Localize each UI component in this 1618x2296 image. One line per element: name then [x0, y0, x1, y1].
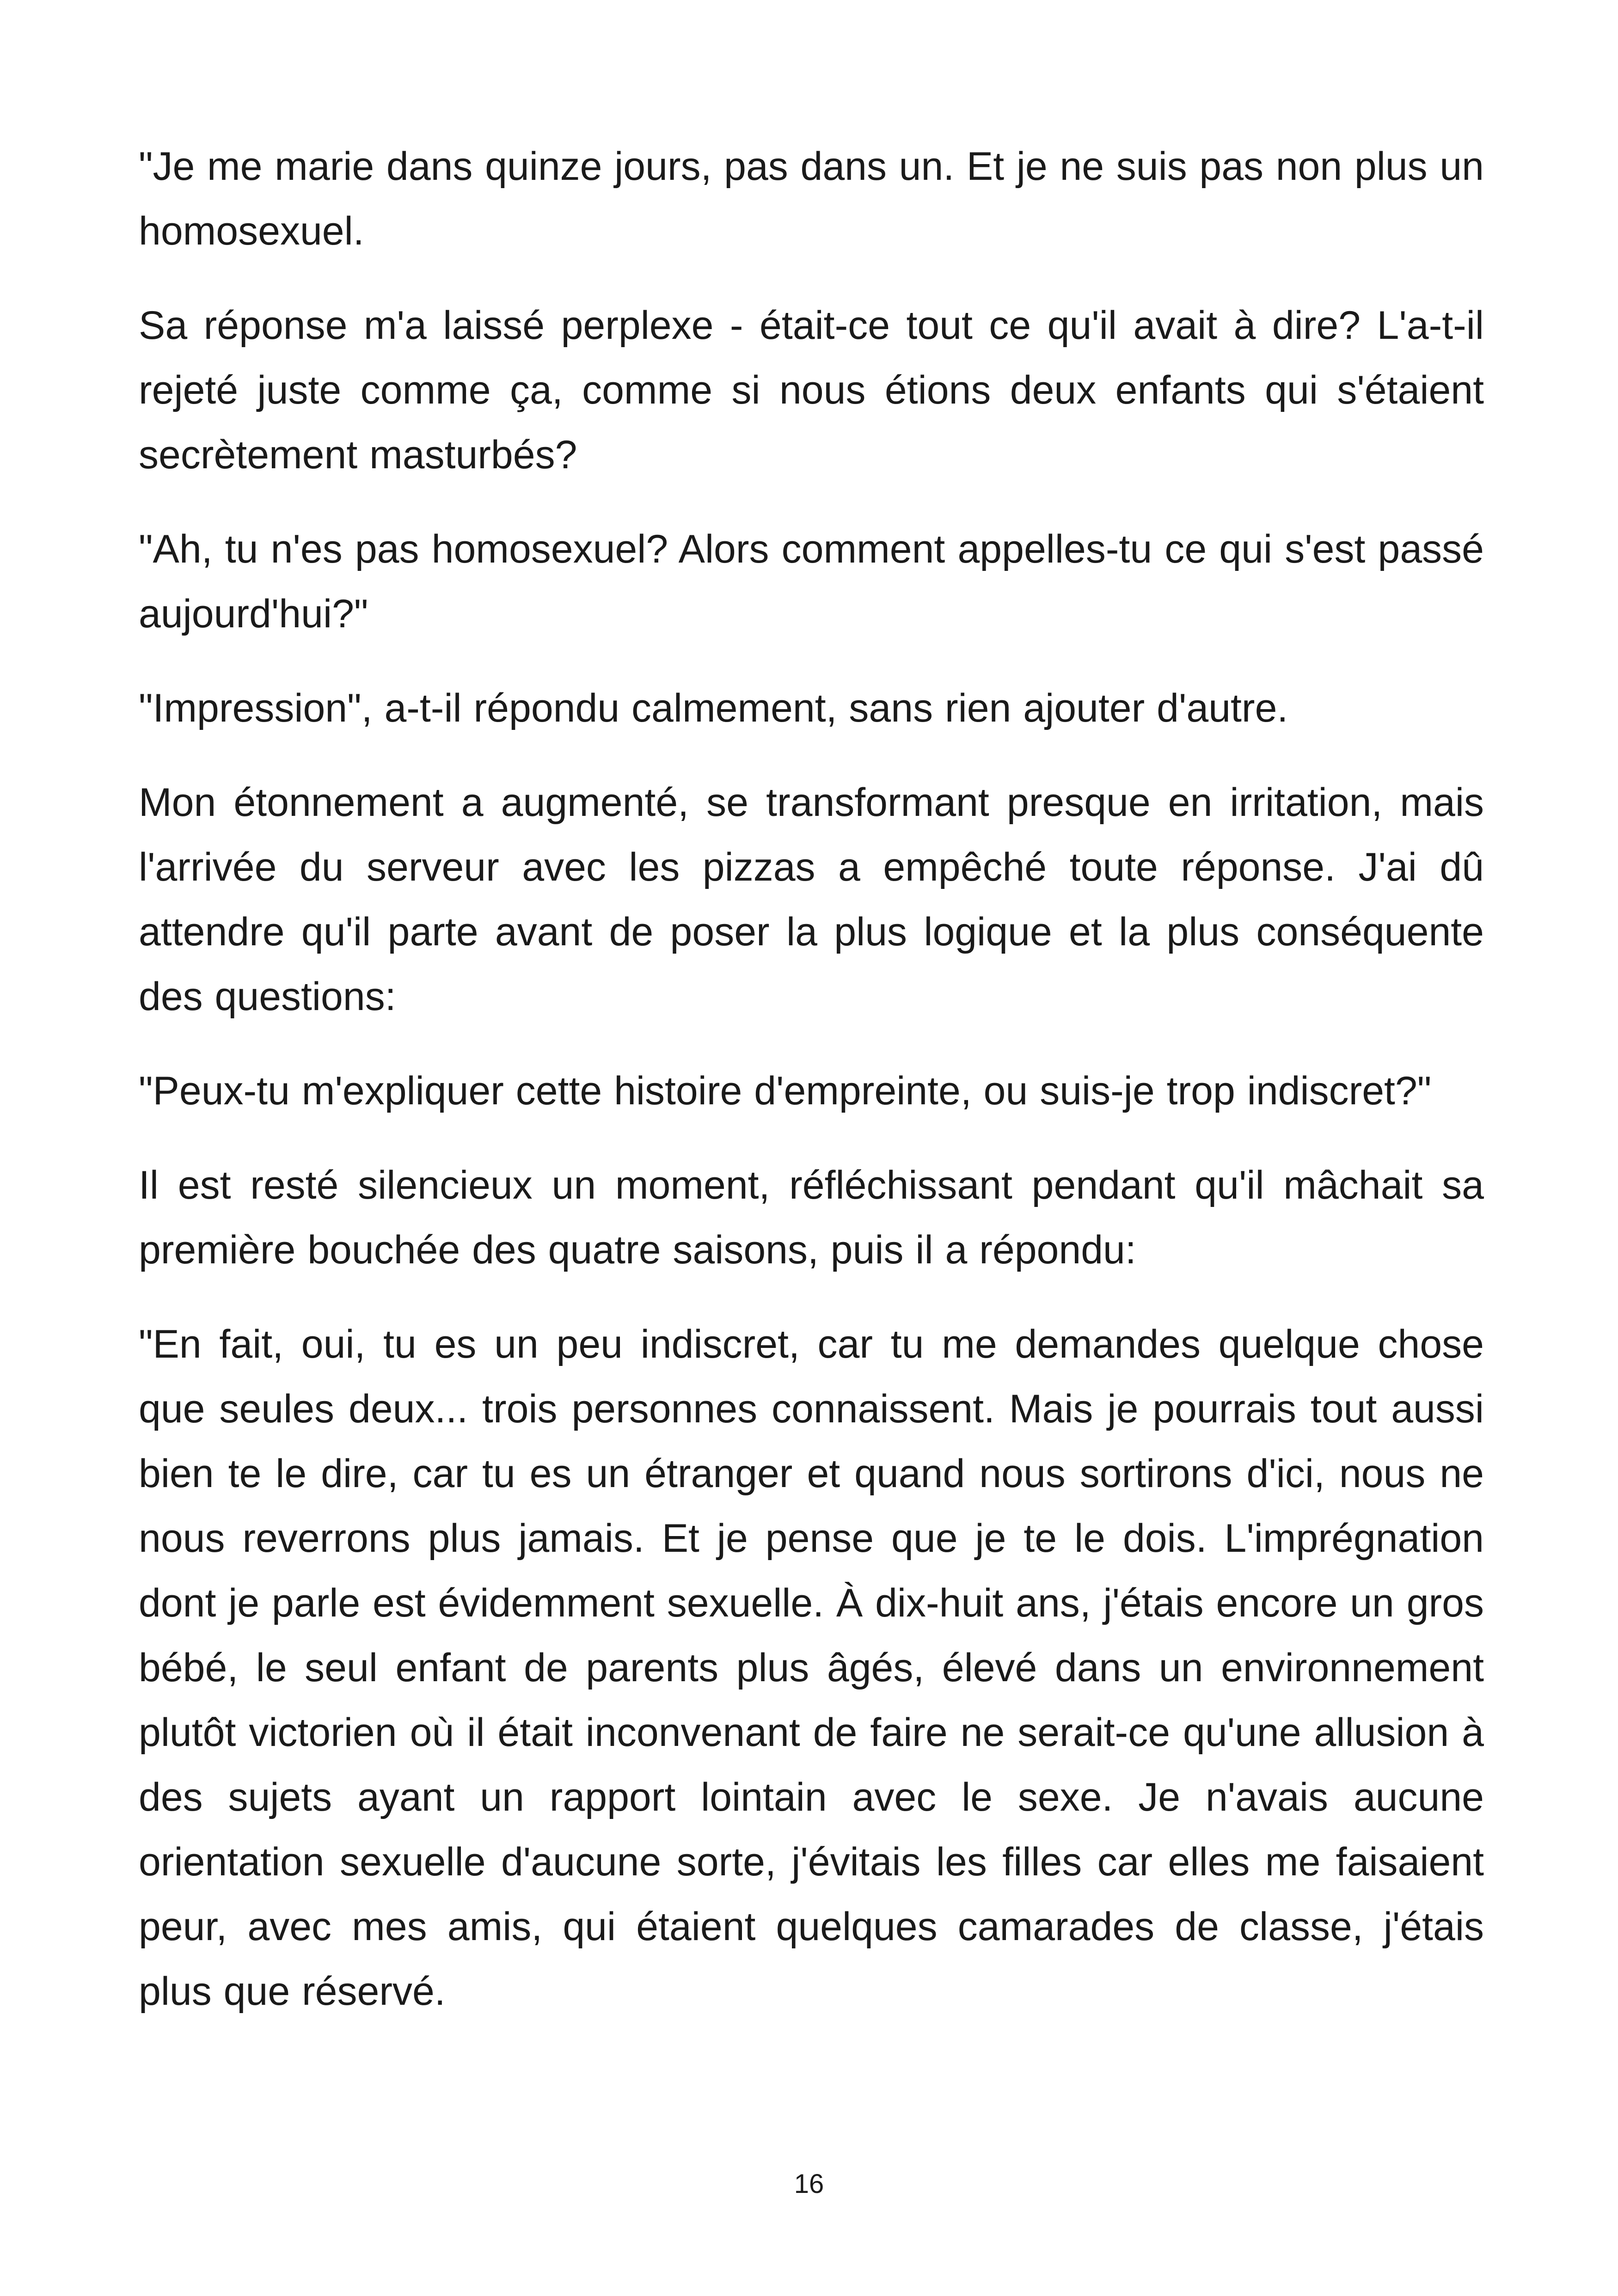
paragraph: "Peux-tu m'expliquer cette histoire d'empreinte, ou suis-je trop indiscret?"	[139, 1069, 1432, 1113]
body-text	[139, 134, 1484, 2053]
paragraph: Mon étonnement a augmenté, se transformant presque en irritation, mais l'arrivée du serveur avec les pizzas a empêché toute réponse. J'ai dû attendre qu'il parte avant de poser la plus logique et la plus conséquente des questions:	[139, 780, 1484, 1019]
paragraph: "Ah, tu n'es pas homosexuel? Alors comment appelles-tu ce qui s'est passé aujourd'hui?"	[139, 527, 1484, 636]
paragraph: Il est resté silencieux un moment, réfléchissant pendant qu'il mâchait sa première bouchée des quatre saisons, puis il a répondu:	[139, 1163, 1484, 1272]
paragraph: "Je me marie dans quinze jours, pas dans un. Et je ne suis pas non plus un homosexuel.	[139, 144, 1484, 253]
page-number: 16	[794, 2169, 824, 2199]
paragraph: Sa réponse m'a laissé perplexe - était-ce tout ce qu'il avait à dire? L'a-t-il rejeté juste comme ça, comme si nous étions deux enfants qui s'étaient secrètement masturbés?	[139, 303, 1484, 477]
paragraph: "En fait, oui, tu es un peu indiscret, car tu me demandes quelque chose que seules deux... trois personnes connaissent. Mais je pourrais tout aussi bien te le dire, car tu es un étranger et quand nous sortirons d'ici, nous ne nous reverrons plus jamais. Et je pense que je te le dois. L'imprégnation dont je parle est évidemment sexuelle. À dix-huit ans, j'étais encore un gros bébé, le seul enfant de parents plus âgés, élevé dans un environnement plutôt victorien où il était inconvenant de faire ne serait-ce qu'une allusion à des sujets ayant un rapport lointain avec le sexe. Je n'avais aucune orientation sexuelle d'aucune sorte, j'évitais les filles car elles me faisaient peur, avec mes amis, qui étaient quelques camarades de classe, j'étais plus que réservé.	[139, 1322, 1484, 2014]
paragraph: "Impression", a-t-il répondu calmement, sans rien ajouter d'autre.	[139, 686, 1288, 730]
